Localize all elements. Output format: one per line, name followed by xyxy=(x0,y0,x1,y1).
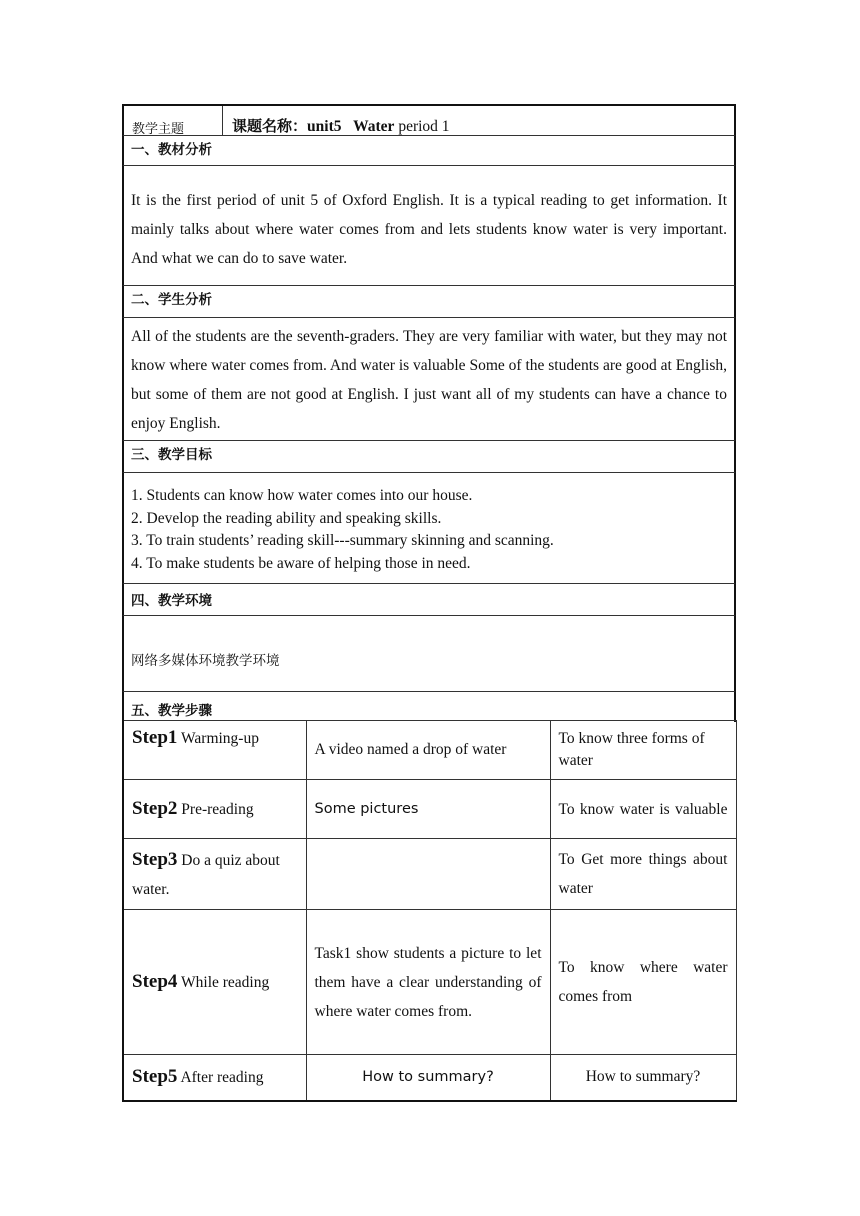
table-row xyxy=(123,721,736,780)
section-title-students: 二、学生分析 xyxy=(122,286,736,318)
step-title: Pre-reading xyxy=(181,801,254,818)
course-topic: Water xyxy=(353,118,395,135)
table-row xyxy=(123,839,736,910)
step-activity-cell: Some pictures xyxy=(306,780,550,839)
lesson-plan-document xyxy=(122,104,736,722)
course-unit: unit5 xyxy=(307,118,342,135)
step-purpose-cell: To know three forms of water xyxy=(550,721,736,780)
goal-item: 2. Develop the reading ability and speaking skills. xyxy=(131,509,442,527)
section-title-procedure: 五、教学步骤 xyxy=(122,692,736,722)
step-purpose-cell xyxy=(550,780,736,839)
table-row xyxy=(123,1055,736,1101)
step-name-cell xyxy=(123,839,306,910)
course-period: period 1 xyxy=(398,118,450,135)
step-title: Do a quiz about water. xyxy=(132,851,280,898)
course-title xyxy=(223,106,734,135)
student-analysis-text: All of the students are the seventh-graders. They are very familiar with water, but they may not know where water comes from. And water is valuable Some of the students are good at English, but some of them are not good at English. I just want all of my students can have a chance to enjoy English. xyxy=(122,318,736,441)
step-name-cell xyxy=(123,721,306,780)
topic-row xyxy=(122,104,736,136)
goal-item: 3. To train students’ reading skill---summary skinning and scanning. xyxy=(131,532,554,549)
step-activity-cell: Task1 show students a picture to let them have a clear understanding of where water comes from. xyxy=(306,910,550,1055)
step-name-cell xyxy=(123,780,306,839)
step-title: After reading xyxy=(180,1069,264,1087)
step-label: Step4 xyxy=(132,971,178,992)
step-purpose-cell: To Get more things about water xyxy=(550,839,736,910)
step-label: Step2 xyxy=(132,798,178,819)
step-activity-cell xyxy=(306,839,550,910)
section-title-environment: 四、教学环境 xyxy=(122,584,736,616)
goal-item: 1. Students can know how water comes into our house. xyxy=(131,487,473,504)
step-label: Step1 xyxy=(132,727,178,748)
step-purpose-cell: To know where water comes from xyxy=(550,910,736,1055)
topic-label: 教学主题 xyxy=(124,106,223,135)
step-activity-cell: How to summary? xyxy=(306,1055,550,1101)
environment-text: 网络多媒体环境教学环境 xyxy=(122,616,736,692)
goal-item: 4. To make students be aware of helping those in need. xyxy=(131,554,471,572)
section-title-goals: 三、教学目标 xyxy=(122,441,736,473)
step-label: Step5 xyxy=(132,1066,178,1088)
step-activity-cell: A video named a drop of water xyxy=(306,721,550,780)
step-label: Step3 xyxy=(132,848,178,870)
step-name-cell xyxy=(123,910,306,1055)
steps-table xyxy=(122,720,737,1102)
course-label: 课题名称： xyxy=(232,119,308,135)
material-analysis-text: It is the first period of unit 5 of Oxford English. It is a typical reading to get information. It mainly talks about where water comes from and lets students know water is very important. And what we can do to save water. xyxy=(122,166,736,286)
section-title-material: 一、教材分析 xyxy=(122,136,736,166)
step-purpose: To know water is valuable xyxy=(558,800,728,818)
table-row xyxy=(123,780,736,839)
table-row xyxy=(123,910,736,1055)
goals-list xyxy=(122,473,736,584)
step-purpose-cell: How to summary? xyxy=(550,1055,736,1101)
step-title: While reading xyxy=(181,974,270,991)
step-name-cell xyxy=(123,1055,306,1101)
step-title: Warming-up xyxy=(181,730,259,747)
